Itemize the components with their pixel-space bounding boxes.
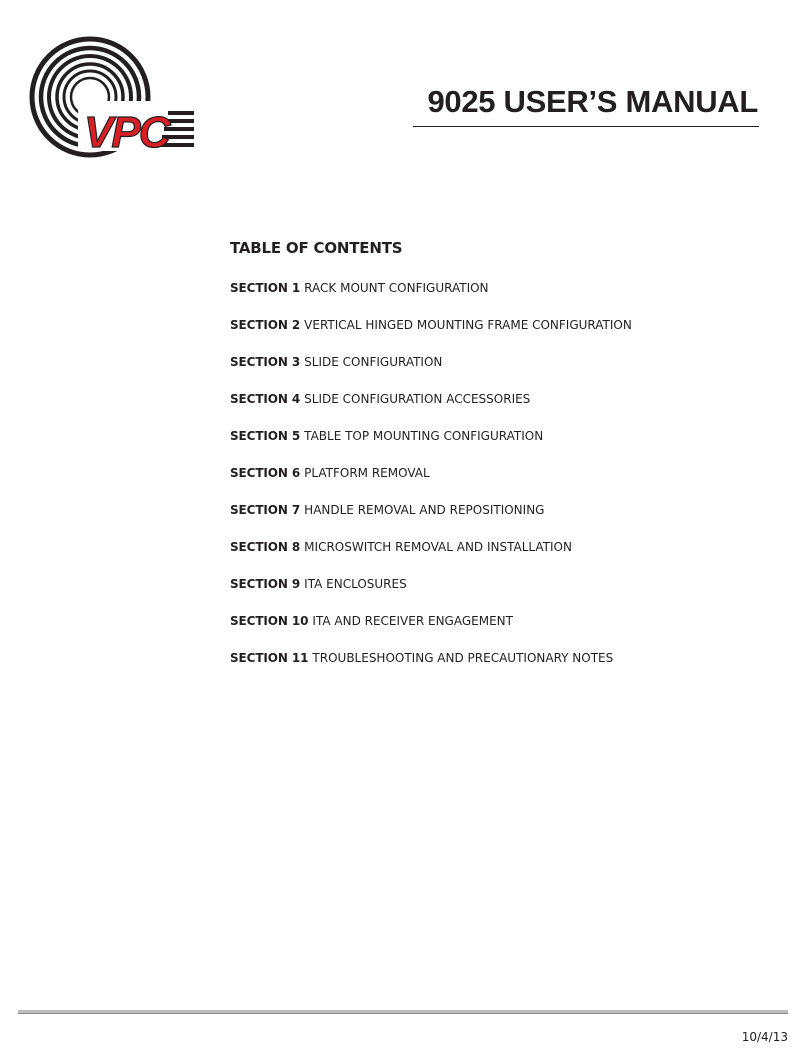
toc-section-title: HANDLE REMOVAL AND REPOSITIONING	[304, 503, 545, 517]
toc-section-title: PLATFORM REMOVAL	[304, 466, 430, 480]
toc-section-number: SECTION 10	[230, 614, 309, 628]
toc-item-section-3[interactable]	[230, 352, 632, 389]
footer-date: 10/4/13	[741, 1030, 788, 1044]
toc-heading: TABLE OF CONTENTS	[230, 239, 403, 257]
toc-section-number: SECTION 8	[230, 540, 301, 554]
toc-section-number: SECTION 2	[230, 318, 301, 332]
vpc-logo	[18, 35, 203, 160]
toc-section-number: SECTION 4	[230, 392, 301, 406]
toc-item-section-11[interactable]	[230, 648, 632, 685]
toc-item-section-6[interactable]	[230, 463, 632, 500]
toc-item-section-5[interactable]	[230, 426, 632, 463]
toc-section-title: TROUBLESHOOTING AND PRECAUTIONARY NOTES	[312, 651, 614, 665]
toc-section-number: SECTION 3	[230, 355, 301, 369]
table-of-contents	[230, 278, 632, 685]
toc-section-title: VERTICAL HINGED MOUNTING FRAME CONFIGURATION	[304, 318, 632, 332]
document-title: 9025 USER’S MANUAL	[427, 84, 758, 119]
toc-section-number: SECTION 6	[230, 466, 301, 480]
toc-item-section-7[interactable]	[230, 500, 632, 537]
toc-section-number: SECTION 5	[230, 429, 301, 443]
toc-section-number: SECTION 7	[230, 503, 301, 517]
toc-section-title: ITA ENCLOSURES	[304, 577, 407, 591]
toc-item-section-4[interactable]	[230, 389, 632, 426]
toc-item-section-9[interactable]	[230, 574, 632, 611]
toc-section-title: RACK MOUNT CONFIGURATION	[304, 281, 489, 295]
toc-item-section-1[interactable]	[230, 278, 632, 315]
footer-divider	[18, 1010, 788, 1014]
toc-section-number: SECTION 11	[230, 651, 309, 665]
toc-item-section-2[interactable]	[230, 315, 632, 352]
toc-section-title: SLIDE CONFIGURATION	[304, 355, 443, 369]
toc-section-title: MICROSWITCH REMOVAL AND INSTALLATION	[304, 540, 572, 554]
logo-text: VPC	[84, 108, 169, 157]
toc-section-title: SLIDE CONFIGURATION ACCESSORIES	[304, 392, 531, 406]
toc-section-title: ITA AND RECEIVER ENGAGEMENT	[312, 614, 513, 628]
toc-section-number: SECTION 1	[230, 281, 301, 295]
toc-item-section-8[interactable]	[230, 537, 632, 574]
vpc-logo-graphic	[18, 35, 203, 160]
title-underline	[413, 126, 759, 127]
toc-section-number: SECTION 9	[230, 577, 301, 591]
toc-item-section-10[interactable]	[230, 611, 632, 648]
toc-section-title: TABLE TOP MOUNTING CONFIGURATION	[304, 429, 544, 443]
